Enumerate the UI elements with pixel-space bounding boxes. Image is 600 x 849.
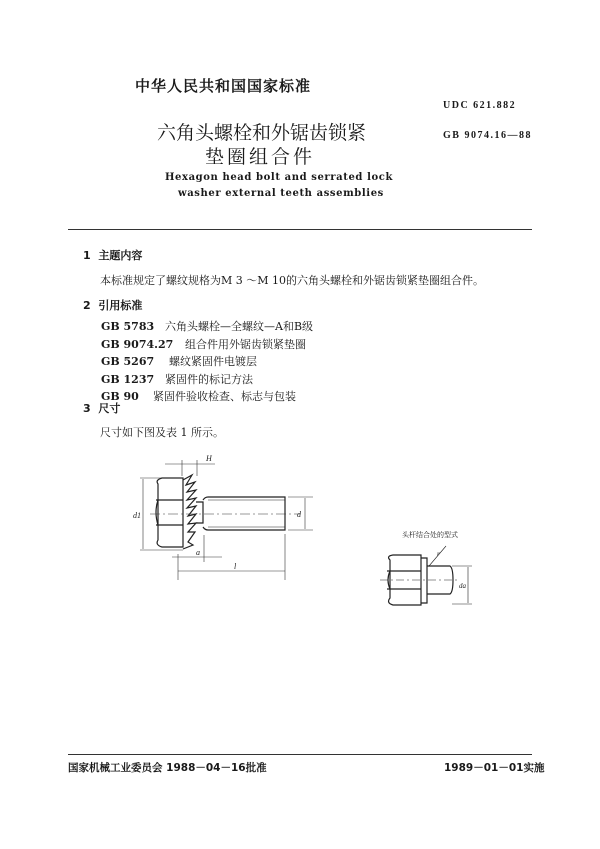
main-bolt-view	[156, 475, 285, 549]
bolt-neck	[196, 502, 203, 523]
dimension-label-l: l	[234, 562, 237, 571]
reference-code: GB 5783	[101, 320, 155, 333]
reference-title: 六角头螺栓—全螺纹—A和B级	[165, 320, 314, 333]
dimension-lines	[140, 460, 313, 580]
section-number: 1	[83, 249, 91, 262]
section-title: 引用标准	[98, 299, 143, 312]
udc-number: UDC 621.882	[443, 100, 517, 111]
title-en-line2: washer external teeth assemblies	[178, 188, 384, 199]
reference-title: 紧固件的标记方法	[165, 372, 253, 386]
dimension-label-d1: d1	[133, 511, 141, 520]
title-cn-line1: 六角头螺栓和外锯齿锁紧	[157, 122, 367, 144]
serrated-washer	[183, 475, 196, 549]
effective-date: 1989－01－01实施	[444, 762, 545, 774]
section-title: 主题内容	[98, 249, 143, 262]
reference-code: GB 9074.27	[101, 337, 174, 351]
gb-number: GB 9074.16—88	[443, 130, 532, 141]
title-cn-line2: 垫圈组合件	[205, 146, 316, 168]
approval-statement: 国家机械工业委员会 1988－04－16批准	[68, 762, 267, 774]
head-shank-junction-detail	[380, 546, 472, 605]
section-1-body: 本标准规定了螺纹规格为M 3 ～M 10的六角头螺栓和外锯齿锁紧垫圈组合件。	[100, 274, 485, 287]
reference-title: 螺纹紧固件电镀层	[169, 355, 257, 368]
dimension-label-a: a	[196, 548, 200, 557]
detail-label-r: r	[437, 550, 440, 558]
reference-title: 组合件用外锯齿锁紧垫圈	[185, 337, 306, 351]
bolt-head	[157, 478, 183, 547]
title-en-line1: Hexagon head bolt and serrated lock	[165, 172, 393, 183]
detail-label-da: da	[459, 582, 466, 590]
detail-caption: 头杆结合处的型式	[402, 531, 458, 539]
reference-code: GB 5267	[101, 355, 155, 368]
reference-code: GB 90	[101, 390, 139, 403]
footer-divider	[68, 754, 532, 755]
dimension-label-H: H	[206, 454, 212, 463]
section-3-body: 尺寸如下图及表 1 所示。	[100, 426, 224, 439]
section-number: 3	[83, 402, 91, 415]
reference-code: GB 1237	[101, 372, 155, 386]
dimension-label-d: d	[297, 510, 301, 519]
reference-title: 紧固件验收检查、标志与包装	[153, 390, 296, 403]
bolt-shank	[203, 497, 285, 530]
section-title: 尺寸	[98, 402, 121, 415]
country-standard-heading: 中华人民共和国国家标准	[135, 77, 312, 95]
section-number: 2	[83, 299, 91, 312]
